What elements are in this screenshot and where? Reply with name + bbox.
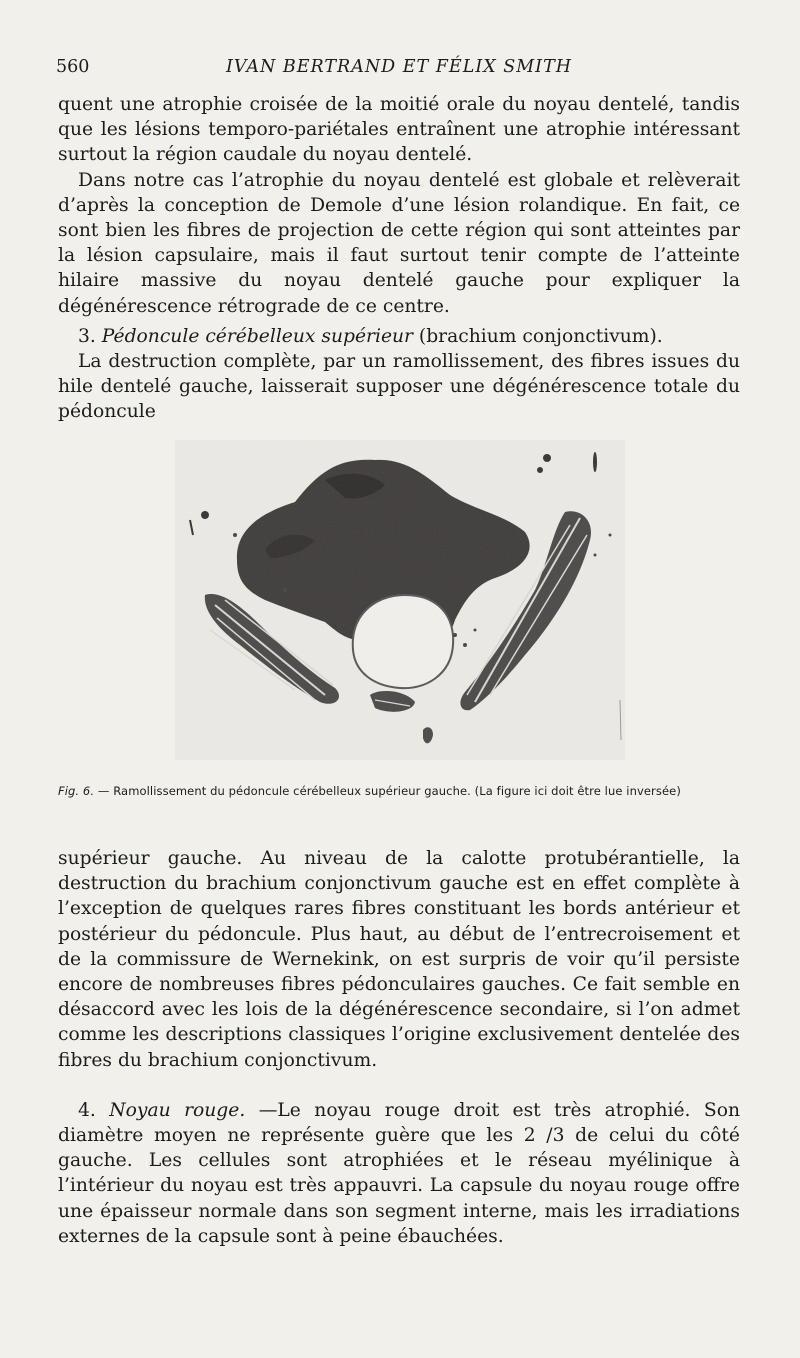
section-subtitle: (brachium conjonctivum). <box>412 325 663 347</box>
section-text: —Le noyau rouge droit est très atrophié. Son diamètre moyen ne représente guère que les 2 /3 de celui du côté gauche. Les cellules sont atrophiées et le réseau myélinique à l’intérieur du noyau est très appauvri. La capsule du noyau rouge offre une épaisseur normale dans son segment interne, mais les irradiations externes de la capsule sont à peine ébauchées. <box>58 1099 740 1247</box>
figure-micrograph <box>175 440 625 760</box>
body-text-bottom <box>58 846 740 1249</box>
section-heading-3 <box>58 324 740 349</box>
running-head: IVAN BERTRAND ET FÉLIX SMITH <box>226 57 573 77</box>
paragraph: supérieur gauche. Au niveau de la calotte protubérantielle, la destruction du brachium conjonctivum gauche est en effet complète à l’exception de quelques rares fibres constituant les bords antérieur et postérieur du pédoncule. Plus haut, au début de l’entrecroisement et de la commissure de Wernekink, on est surpris de voir qu’il persiste encore de nombreuses fibres pédonculaires gauches. Ce fait semble en désaccord avec les lois de la dégénérescence secondaire, si l’on admet comme les descriptions classiques l’origine exclusivement dentelée des fibres du brachium conjonctivum. <box>58 848 740 1071</box>
paragraph: Dans notre cas l’atrophie du noyau dentelé est globale et relèverait d’après la conception de Demole d’une lésion rolandique. En fait, ce sont bien les fibres de projection de cette région qui sont atteintes par la lésion capsulaire, mais il faut surtout tenir compte de l’atteinte hilaire massive du noyau dentelé gauche pour expliquer la dégénérescence rétrograde de ce centre. <box>58 169 740 317</box>
section-number: 3. <box>78 325 96 347</box>
page-number: 560 <box>56 57 90 77</box>
section-title: Noyau rouge. <box>109 1099 246 1121</box>
section-4-paragraph <box>58 1098 740 1249</box>
figure-caption-text: — Ramollissement du pédoncule cérébelleux supérieur gauche. (La figure ici doit être lue inversée) <box>94 784 681 798</box>
figure-label: Fig. 6. <box>58 784 95 798</box>
section-number: 4. <box>78 1099 96 1121</box>
section-title: Pédoncule cérébelleux supérieur <box>101 325 413 347</box>
brain-section-micrograph <box>175 440 625 760</box>
paragraph: quent une atrophie croisée de la moitié orale du noyau dentelé, tandis que les lésions temporo-pariétales entraînent une atrophie intéressant surtout la région caudale du noyau dentelé. <box>58 94 740 166</box>
page-header <box>56 52 740 82</box>
figure-caption <box>58 784 758 798</box>
paragraph: La destruction complète, par un ramollissement, des fibres issues du hile dentelé gauche, laisserait supposer une dégénérescence totale du pédoncule <box>58 351 740 423</box>
body-text-top <box>58 92 740 425</box>
